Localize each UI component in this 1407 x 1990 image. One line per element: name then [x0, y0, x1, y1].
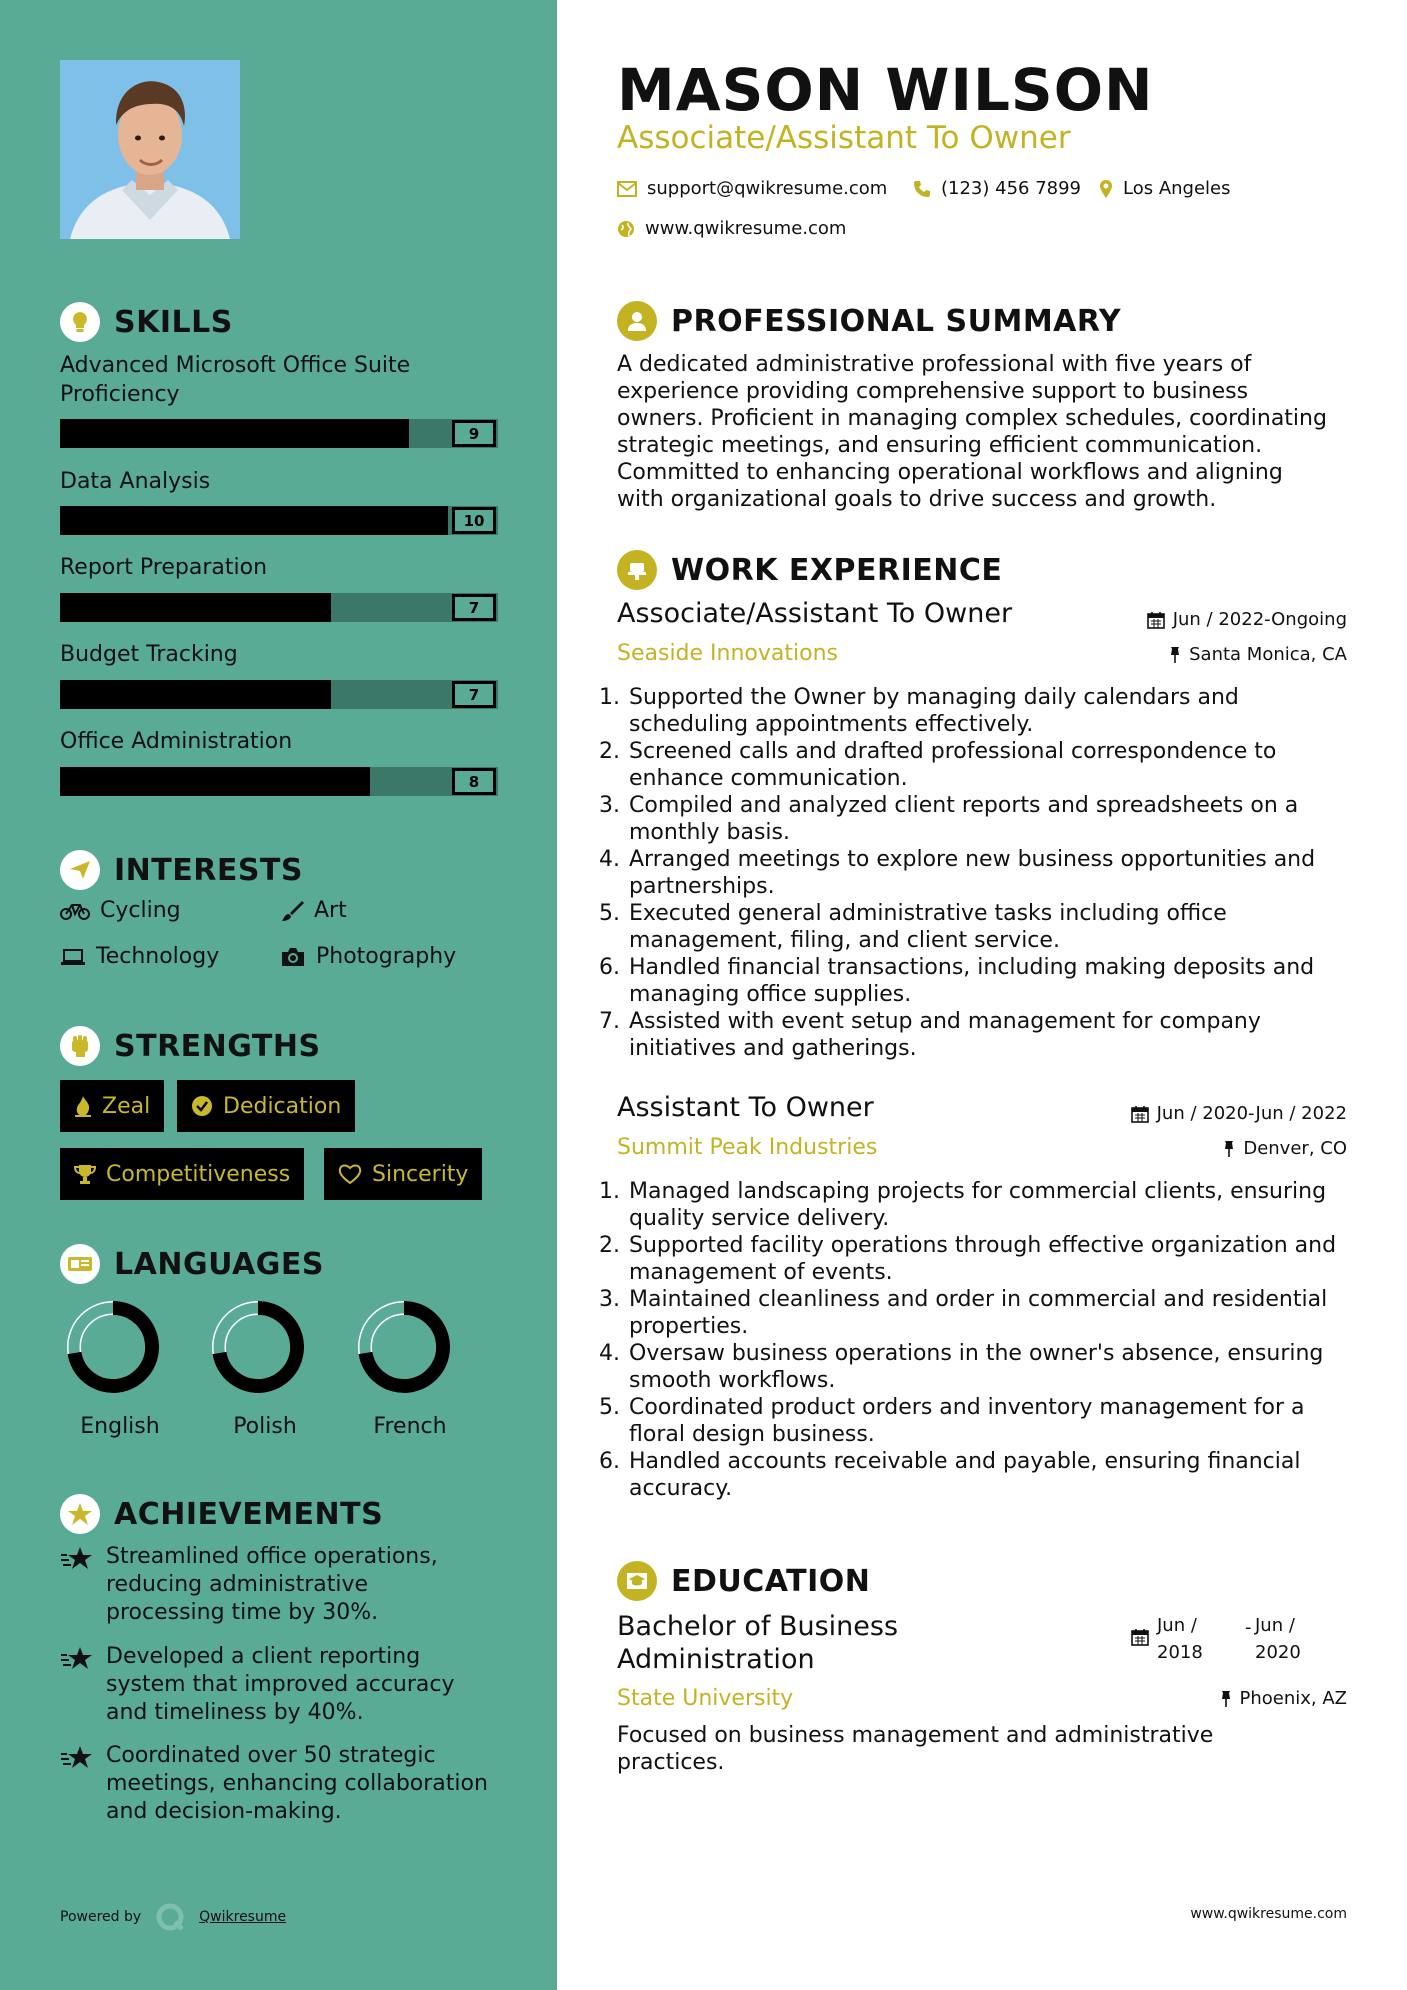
section-title: LANGUAGES	[114, 1246, 324, 1282]
section-title: ACHIEVEMENTS	[114, 1496, 384, 1532]
language-ring	[211, 1300, 305, 1394]
job-dates	[1147, 609, 1347, 630]
job-duties	[609, 1178, 1349, 1502]
camera-icon	[280, 946, 306, 968]
duty-item: 4. Oversaw business operations in the owner's absence, ensuring smooth workflows.	[627, 1340, 1349, 1394]
duty-item: 5. Coordinated product orders and inventory management for a floral design business.	[627, 1394, 1349, 1448]
interest-item	[60, 944, 219, 969]
skills-heading	[60, 302, 233, 342]
heart-icon	[338, 1163, 362, 1185]
education-location	[1220, 1688, 1348, 1709]
summary-line: with organizational goals to drive success and growth.	[617, 487, 1217, 512]
education-end	[1255, 1612, 1301, 1666]
profile-photo	[60, 60, 240, 239]
achievement-text: Streamlined office operations, reducing administrative processing time by 30%.	[106, 1544, 438, 1625]
duty-item: 5. Executed general administrative tasks including office management, filing, and client service.	[627, 900, 1349, 954]
website-text[interactable]: www.qwikresume.com	[645, 218, 847, 239]
star-icon	[60, 1744, 94, 1772]
contact-location	[1099, 178, 1231, 199]
skill-bar-fill	[60, 767, 370, 796]
skill-score: 8	[452, 768, 496, 795]
pushpin-icon	[1223, 1140, 1235, 1158]
job-location-text: Denver, CO	[1243, 1138, 1347, 1159]
skill-bar	[60, 419, 498, 448]
graduation-cap-icon	[617, 1561, 657, 1601]
education-description	[617, 1722, 1357, 1776]
summary-line: experience providing comprehensive support to business	[617, 379, 1249, 404]
language-card-icon	[60, 1244, 100, 1284]
skill-name: Advanced Microsoft Office Suite Proficiency	[60, 353, 411, 407]
interests-heading	[60, 850, 303, 890]
degree-line: Administration	[617, 1644, 815, 1675]
education-end-line: 2020	[1255, 1642, 1301, 1663]
education-location-text: Phoenix, AZ	[1239, 1688, 1347, 1709]
phone-text[interactable]: (123) 456 7899	[941, 178, 1082, 199]
pushpin-icon	[1220, 1690, 1232, 1708]
job-location	[1223, 1138, 1347, 1159]
skill-bar-fill	[60, 506, 448, 535]
skill-bar-fill	[60, 680, 331, 709]
duty-item: 6. Handled financial transactions, including making deposits and managing office supplies.	[627, 954, 1349, 1008]
skill-bar	[60, 506, 498, 535]
calendar-icon	[1131, 1628, 1149, 1646]
strength-label: Competitiveness	[106, 1161, 291, 1187]
contact-website	[617, 218, 846, 239]
duty-item: 2. Supported facility operations through effective organization and management of events.	[627, 1232, 1349, 1286]
interest-item	[60, 898, 181, 923]
duty-item: 7. Assisted with event setup and management for company initiatives and gatherings.	[627, 1008, 1349, 1062]
section-title: INTERESTS	[114, 852, 303, 888]
phone-icon	[913, 180, 931, 198]
section-title: EDUCATION	[671, 1563, 871, 1599]
skill-bar	[60, 593, 498, 622]
contact-email	[617, 178, 887, 199]
candidate-title: Associate/Assistant To Owner	[617, 120, 1071, 156]
strengths-heading	[60, 1026, 321, 1066]
skill-bar-fill	[60, 419, 409, 448]
paintbrush-icon	[280, 899, 304, 923]
envelope-icon	[617, 181, 637, 197]
section-title: STRENGTHS	[114, 1028, 321, 1064]
interest-label: Photography	[316, 944, 457, 969]
check-circle-icon	[191, 1095, 213, 1117]
languages-heading	[60, 1244, 324, 1284]
location-text: Los Angeles	[1123, 178, 1231, 199]
job-dates-text: Jun / 2022-Ongoing	[1172, 609, 1347, 630]
strength-chip	[177, 1080, 355, 1132]
achievement-item	[60, 1643, 490, 1727]
summary-line: strategic meetings, and ensuring efficient communication.	[617, 433, 1263, 458]
powered-by	[60, 1902, 286, 1932]
achievement-item	[60, 1742, 490, 1826]
degree-line: Bachelor of Business	[617, 1611, 899, 1642]
education-end-line: Jun /	[1255, 1615, 1295, 1636]
calendar-icon	[1147, 611, 1165, 629]
duty-item: 3. Compiled and analyzed client reports and spreadsheets on a monthly basis.	[627, 792, 1349, 846]
education-start-line: 2018	[1157, 1642, 1203, 1663]
skill-name: Report Preparation	[60, 555, 268, 580]
section-title: SKILLS	[114, 304, 233, 340]
star-icon	[60, 1545, 94, 1573]
skill-name: Data Analysis	[60, 469, 211, 494]
skill-name: Budget Tracking	[60, 642, 238, 667]
education-description-line: practices.	[617, 1750, 725, 1775]
star-icon	[60, 1645, 94, 1673]
skill-name: Office Administration	[60, 729, 293, 754]
language-ring	[66, 1300, 160, 1394]
school-name: State University	[617, 1686, 794, 1711]
job-duties	[609, 684, 1349, 1062]
duty-item: 6. Handled accounts receivable and payable, ensuring financial accuracy.	[627, 1448, 1349, 1502]
pushpin-icon	[1169, 646, 1181, 664]
duty-item: 2. Screened calls and drafted professional correspondence to enhance communication.	[627, 738, 1349, 792]
strength-chip	[60, 1148, 304, 1200]
calendar-icon	[1131, 1105, 1149, 1123]
lightbulb-icon	[60, 302, 100, 342]
sidebar	[0, 0, 557, 1990]
job-location	[1169, 644, 1347, 665]
summary-line: Committed to enhancing operational workflows and aligning	[617, 460, 1283, 485]
section-title: WORK EXPERIENCE	[671, 552, 1003, 588]
job-company: Seaside Innovations	[617, 641, 838, 666]
email-text[interactable]: support@qwikresume.com	[647, 178, 888, 199]
interest-label: Art	[314, 898, 347, 923]
achievements-heading	[60, 1494, 383, 1534]
skill-bar	[60, 680, 498, 709]
skill-score: 7	[452, 594, 496, 621]
map-pin-icon	[1099, 179, 1113, 199]
qwikresume-logo-icon	[155, 1902, 185, 1932]
flame-icon	[74, 1095, 92, 1117]
education-heading	[617, 1561, 870, 1601]
job-company: Summit Peak Industries	[617, 1135, 878, 1160]
achievement-item	[60, 1543, 490, 1627]
experience-heading	[617, 550, 1002, 590]
job-dates-text: Jun / 2020-Jun / 2022	[1156, 1103, 1347, 1124]
duty-item: 3. Maintained cleanliness and order in commercial and residential properties.	[627, 1286, 1349, 1340]
job-title: Associate/Assistant To Owner	[617, 598, 1013, 629]
education-description-line: Focused on business management and administrative	[617, 1723, 1214, 1748]
globe-icon	[617, 220, 635, 238]
summary-text	[617, 351, 1377, 513]
strength-label: Zeal	[102, 1093, 151, 1119]
strength-label: Dedication	[223, 1093, 342, 1119]
skill-score: 9	[452, 420, 496, 447]
achievement-text: Developed a client reporting system that improved accuracy and timeliness by 40%.	[106, 1644, 455, 1725]
language-label: French	[373, 1414, 447, 1439]
user-icon	[617, 301, 657, 341]
job-location-text: Santa Monica, CA	[1189, 644, 1347, 665]
duty-item: 4. Arranged meetings to explore new business opportunities and partnerships.	[627, 846, 1349, 900]
qwikresume-link[interactable]: Qwikresume	[199, 1909, 287, 1925]
strength-label: Sincerity	[372, 1161, 469, 1187]
strength-chip	[324, 1148, 482, 1200]
paper-plane-icon	[60, 850, 100, 890]
job-dates	[1131, 1103, 1347, 1124]
strength-chip	[60, 1080, 164, 1132]
contact-phone	[913, 178, 1081, 199]
fist-icon	[60, 1026, 100, 1066]
summary-line: owners. Proficient in managing complex schedules, coordinating	[617, 406, 1327, 431]
footer-website[interactable]: www.qwikresume.com	[1190, 1906, 1347, 1922]
achievement-text: Coordinated over 50 strategic meetings, enhancing collaboration and decision-making.	[106, 1743, 488, 1824]
degree	[617, 1610, 898, 1676]
duty-item: 1. Supported the Owner by managing daily calendars and scheduling appointments effectively.	[627, 684, 1349, 738]
education-start	[1157, 1612, 1203, 1666]
bicycle-icon	[60, 901, 90, 921]
interest-label: Technology	[96, 944, 220, 969]
job-title: Assistant To Owner	[617, 1092, 874, 1123]
trophy-icon	[74, 1163, 96, 1185]
interest-label: Cycling	[100, 898, 181, 923]
section-title: PROFESSIONAL SUMMARY	[671, 303, 1122, 339]
interest-item	[280, 898, 347, 923]
summary-line: A dedicated administrative professional with five years of	[617, 352, 1252, 377]
language-label: Polish	[233, 1414, 297, 1439]
summary-heading	[617, 301, 1121, 341]
main-content	[557, 0, 1407, 1990]
powered-by-label: Powered by	[60, 1909, 142, 1925]
education-start-line: Jun /	[1157, 1615, 1197, 1636]
language-label: English	[80, 1414, 160, 1439]
laptop-icon	[60, 947, 86, 967]
education-date-dash: -	[1245, 1617, 1252, 1638]
interest-item	[280, 944, 456, 969]
briefcase-icon	[617, 550, 657, 590]
skill-score: 10	[452, 507, 496, 534]
star-badge-icon	[60, 1494, 100, 1534]
skill-bar-fill	[60, 593, 331, 622]
skill-bar	[60, 767, 498, 796]
skill-score: 7	[452, 681, 496, 708]
language-ring	[357, 1300, 451, 1394]
duty-item: 1. Managed landscaping projects for commercial clients, ensuring quality service delivery.	[627, 1178, 1349, 1232]
candidate-name: MASON WILSON	[617, 56, 1154, 124]
